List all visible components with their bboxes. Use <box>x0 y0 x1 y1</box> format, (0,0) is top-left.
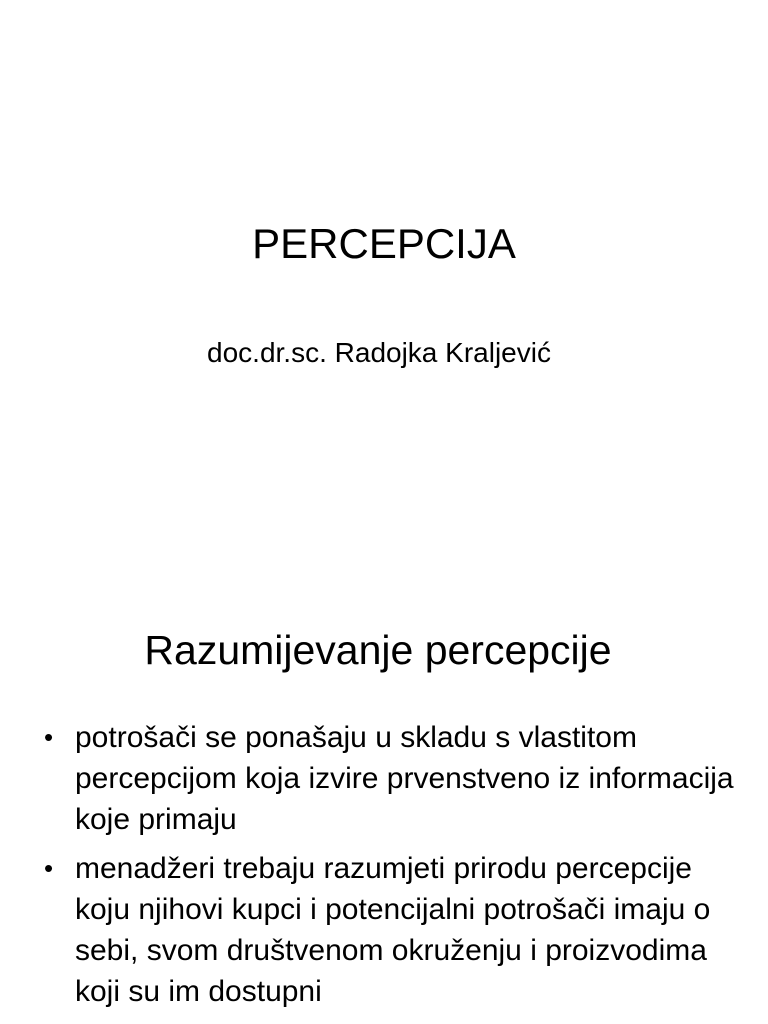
bullet-marker: • <box>44 853 54 883</box>
bullet-item <box>44 717 734 840</box>
bullet-marker: • <box>44 722 54 752</box>
slide-title: PERCEPCIJA <box>252 220 516 267</box>
bullet-item <box>44 848 734 1012</box>
bullet-text: menadžeri trebaju razumjeti prirodu percepcije koju njihovi kupci i potencijalni potrošači imaju o sebi, svom društvenom okruženju i proizvodima koji su im dostupni <box>75 852 711 1008</box>
bullet-text: potrošači se ponašaju u skladu s vlastitom percepcijom koja izvire prvenstveno iz informacija koje primaju <box>75 721 734 836</box>
author-name: doc.dr.sc. Radojka Kraljević <box>207 337 551 368</box>
bullet-list <box>44 717 734 1020</box>
section-title: Razumijevanje percepcije <box>144 627 612 673</box>
